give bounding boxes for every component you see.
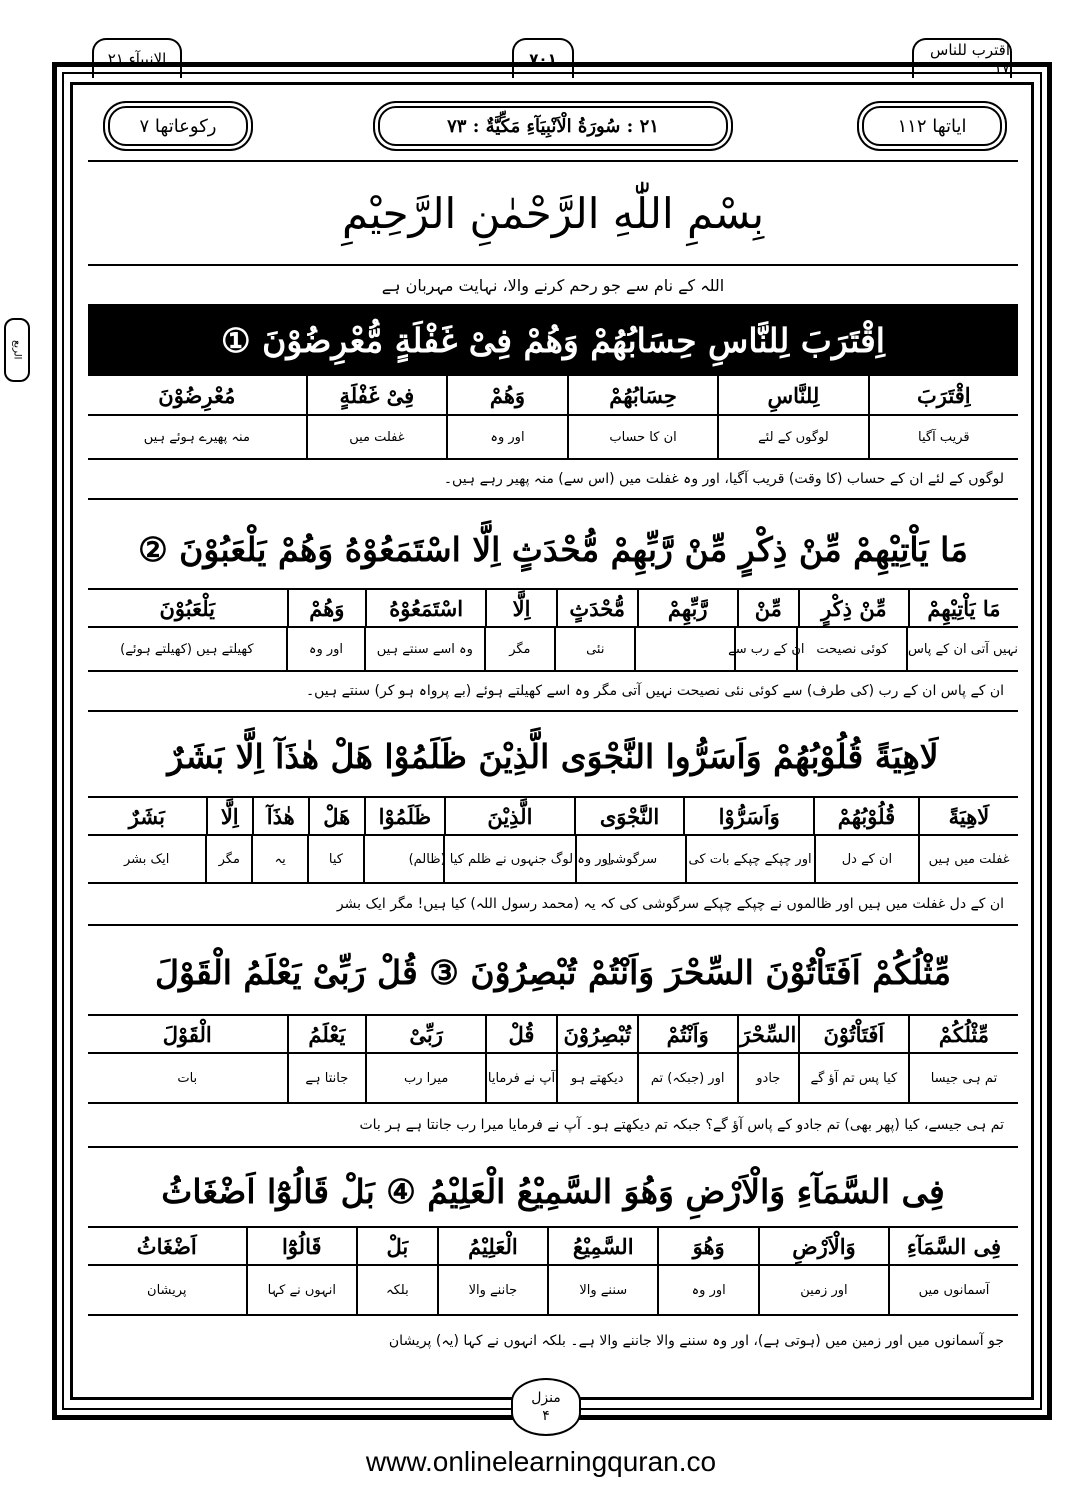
ruku-count: رکوعاتها ۷ bbox=[108, 106, 248, 146]
meaning-cell: اور زمین bbox=[758, 1266, 888, 1314]
verse-translation: ان کے دل غفلت میں ہیں اور ظالموں نے چپکے چپکے سرگوشی کی کہ یہ (محمد رسول اللہ) کیا ہیں! مگر ایک بشر bbox=[88, 884, 1018, 926]
manzil-marker: منزل ۴ bbox=[511, 1378, 581, 1436]
verse-translation: ان کے پاس ان کے رب (کی طرف) سے کوئی نئی نصیحت نہیں آتی مگر وہ اسے کھیلتے ہوئے (بے پرواہ ہو کر) سنتے ہیں۔ bbox=[88, 672, 1018, 712]
word-cell: اَضْغَاثُ bbox=[136, 1233, 197, 1259]
meaning-cell: اور وہ bbox=[446, 416, 567, 458]
meaning-cell: ان کے رب سے bbox=[734, 628, 796, 670]
meaning-cell: ان کا حساب bbox=[567, 416, 717, 458]
meaning-cell: جانتا ہے bbox=[287, 1054, 366, 1102]
word-row bbox=[88, 798, 1018, 836]
meaning-row bbox=[88, 1054, 1018, 1104]
word-cell: الْقَوْلَ bbox=[162, 1021, 212, 1047]
page-number-tab: ۷۰۱ bbox=[512, 38, 574, 78]
word-cell: النَّجْوَی bbox=[574, 798, 684, 834]
word-cell: اِقْتَرَبَ bbox=[868, 376, 1018, 414]
word-cell: وَالْاَرْضِ bbox=[758, 1228, 888, 1264]
word-cell: اِلَّا bbox=[206, 798, 252, 834]
verse-arabic: اِقْتَرَبَ لِلنَّاسِ حِسَابُهُمْ وَهُمْ فِیْ غَفْلَةٍ مُّعْرِضُوْنَ ① bbox=[88, 306, 1018, 376]
word-cell: رَّبِّهِمْ bbox=[637, 590, 737, 626]
word-cell: مَا یَاْتِیْهِمْ bbox=[908, 590, 1018, 626]
word-cell: ظَلَمُوْا bbox=[364, 798, 444, 834]
word-cell: بَشَرٌ bbox=[128, 803, 165, 829]
word-cell: الْعَلِیْمُ bbox=[437, 1228, 547, 1264]
word-cell: یَلْعَبُوْنَ bbox=[159, 595, 216, 621]
word-cell: هٰذَآ bbox=[252, 798, 308, 834]
word-row bbox=[88, 1016, 1018, 1054]
word-row bbox=[88, 590, 1018, 628]
bismillah-arabic: بِسْمِ اللّٰهِ الرَّحْمٰنِ الرَّحِیْمِ bbox=[88, 162, 1018, 266]
hizb-marker: الربع bbox=[4, 318, 30, 382]
meaning-cell: سننے والا bbox=[547, 1266, 657, 1314]
word-row bbox=[88, 1228, 1018, 1266]
word-cell: الَّذِیْنَ bbox=[444, 798, 573, 834]
meaning-cell: مگر bbox=[205, 836, 251, 882]
meaning-cell: نہیں آتی ان کے پاس bbox=[906, 628, 1018, 670]
word-cell: اَفَتَاْتُوْنَ bbox=[798, 1016, 908, 1052]
meaning-cell: ان کے دل bbox=[814, 836, 919, 882]
meaning-cell: غفلت میں ہیں bbox=[918, 836, 1018, 882]
meaning-cell: بات bbox=[177, 1070, 198, 1086]
word-cell: رَبِّیْ bbox=[365, 1016, 485, 1052]
word-cell: فِیْ غَفْلَةٍ bbox=[306, 376, 447, 414]
surah-title-row bbox=[88, 94, 1018, 162]
word-cell: قَالُوْٓا bbox=[246, 1228, 356, 1264]
surah-name: ۲۱ : سُورَةُ الْاَنْبِیَآءِ مَكِّیَّةٌ : ۷۳ bbox=[378, 106, 728, 146]
meaning-cell: کھیلتے ہیں (کھیلتے ہوئے) bbox=[120, 641, 254, 657]
word-cell: قُلُوْبُهُمْ bbox=[813, 798, 918, 834]
meaning-cell: کوئی نصیحت bbox=[796, 628, 906, 670]
meaning-cell: لوگوں کے لئے bbox=[717, 416, 867, 458]
word-row bbox=[88, 376, 1018, 416]
word-cell: وَهُوَ bbox=[657, 1228, 758, 1264]
meaning-cell: سرگوشی bbox=[575, 836, 685, 882]
meaning-cell: اور وہ bbox=[286, 628, 364, 670]
meaning-cell: اور چپکے چپکے بات کی bbox=[685, 836, 814, 882]
meaning-cell: دیکھتے ہو bbox=[556, 1054, 637, 1102]
word-cell: تُبْصِرُوْنَ bbox=[556, 1016, 637, 1052]
word-cell: لِلنَّاسِ bbox=[717, 376, 867, 414]
meaning-cell: نئی bbox=[554, 628, 634, 670]
meaning-cell: بلکہ bbox=[356, 1266, 437, 1314]
meaning-cell: انہوں نے کہا bbox=[246, 1266, 356, 1314]
verse-arabic: مِّثْلُكُمْ اَفَتَاْتُوْنَ السِّحْرَ وَاَنْتُمْ تُبْصِرُوْنَ ③ قُلْ رَبِّیْ یَعْلَمُ الْقَوْلَ bbox=[88, 930, 1018, 1016]
word-cell: قُلْ bbox=[485, 1016, 556, 1052]
meaning-cell: غفلت میں bbox=[306, 416, 447, 458]
word-cell: وَاَنْتُمْ bbox=[637, 1016, 737, 1052]
meaning-row bbox=[88, 1266, 1018, 1316]
word-cell: وَاَسَرُّوْا bbox=[683, 798, 812, 834]
meaning-cell: جاننے والا bbox=[437, 1266, 547, 1314]
meaning-cell: اور (جبکہ) تم bbox=[637, 1054, 737, 1102]
word-cell: مِّنْ bbox=[737, 590, 798, 626]
word-cell: بَلْ bbox=[356, 1228, 437, 1264]
meaning-cell: مگر bbox=[484, 628, 555, 670]
meaning-cell: اور وہ bbox=[657, 1266, 758, 1314]
meaning-cell: کیا bbox=[307, 836, 363, 882]
meaning-cell: پریشان bbox=[147, 1282, 187, 1298]
meaning-cell: یہ bbox=[251, 836, 307, 882]
word-cell: هَلْ bbox=[308, 798, 364, 834]
meaning-cell bbox=[634, 628, 734, 670]
meaning-cell: کیا پس تم آؤ گے bbox=[798, 1054, 908, 1102]
meaning-cell bbox=[363, 836, 443, 882]
word-cell: حِسَابُهُمْ bbox=[567, 376, 717, 414]
verse-translation: جو آسمانوں میں اور زمین میں (ہوتی ہے)، اور وہ سننے والا جاننے والا ہے۔ بلکہ انہوں نے کہا (یہ) پریشان bbox=[388, 1333, 1004, 1349]
word-cell: مِّثْلُكُمْ bbox=[908, 1016, 1018, 1052]
verse-translation: لوگوں کے لئے ان کے حساب (کا وقت) قریب آگیا، اور وہ غفلت میں (اس سے) منہ پھیر رہے ہیں۔ bbox=[88, 460, 1018, 500]
meaning-row bbox=[88, 416, 1018, 460]
meaning-cell: میرا رب bbox=[365, 1054, 485, 1102]
word-cell: مُّحْدَثٍ bbox=[556, 590, 637, 626]
meaning-cell: آپ نے فرمایا bbox=[485, 1054, 556, 1102]
meaning-cell: اور وہ لوگ جنہوں نے ظلم کیا (ظالم) bbox=[443, 836, 575, 882]
verse-arabic: مَا یَاْتِیْهِمْ مِّنْ ذِكْرٍ مِّنْ رَّبِّهِمْ مُّحْدَثٍ اِلَّا اسْتَمَعُوْهُ وَهُمْ یَلْعَبُوْنَ ② bbox=[88, 510, 1018, 590]
meaning-cell: وہ اسے سنتے ہیں bbox=[364, 628, 483, 670]
meaning-cell: منہ پھیرے ہوئے ہیں bbox=[143, 429, 250, 445]
word-cell: اسْتَمَعُوْهُ bbox=[365, 590, 485, 626]
meaning-row bbox=[88, 628, 1018, 672]
meaning-cell: آسمانوں میں bbox=[888, 1266, 1018, 1314]
juz-header-tab: اقترب للناس ۱۷ bbox=[912, 38, 1012, 78]
meaning-cell: تم ہی جیسا bbox=[908, 1054, 1018, 1102]
bismillah-translation: اللہ کے نام سے جو رحم کرنے والا، نہایت مہربان ہے bbox=[88, 266, 1018, 306]
word-cell: فِی السَّمَآءِ bbox=[888, 1228, 1018, 1264]
verse-arabic: فِی السَّمَآءِ وَالْاَرْضِ وَهُوَ السَّمِیْعُ الْعَلِیْمُ ④ بَلْ قَالُوْٓا اَضْغَاثُ bbox=[88, 1156, 1018, 1228]
word-cell: وَهُمْ bbox=[287, 590, 366, 626]
meaning-cell: ایک بشر bbox=[123, 851, 170, 867]
word-cell: مِّنْ ذِكْرٍ bbox=[798, 590, 908, 626]
word-cell: مُعْرِضُوْنَ bbox=[158, 382, 236, 408]
word-cell: یَعْلَمُ bbox=[287, 1016, 366, 1052]
word-cell: اِلَّا bbox=[485, 590, 556, 626]
word-cell: السِّحْرَ bbox=[737, 1016, 798, 1052]
website-url: www.onlinelearningquran.co bbox=[365, 1446, 717, 1477]
word-cell: وَهُمْ bbox=[446, 376, 567, 414]
surah-header-tab: الانبیآء ۲۱ bbox=[92, 38, 182, 78]
meaning-row bbox=[88, 836, 1018, 884]
ayat-count: ایاتها ۱۱۲ bbox=[862, 106, 1002, 146]
word-cell: لَاهِیَةً bbox=[918, 798, 1018, 834]
verse-arabic: لَاهِیَةً قُلُوْبُهُمْ وَاَسَرُّوا النَّجْوَی الَّذِیْنَ ظَلَمُوْا هَلْ هٰذَآ اِلَّا بَشَرٌ bbox=[88, 716, 1018, 798]
verse-translation: تم ہی جیسے، کیا (پھر بھی) تم جادو کے پاس آؤ گے؟ جبکہ تم دیکھتے ہو۔ آپ نے فرمایا میرا رب جانتا ہے ہر بات bbox=[88, 1104, 1018, 1148]
word-cell: السَّمِیْعُ bbox=[547, 1228, 657, 1264]
meaning-cell: جادو bbox=[737, 1054, 798, 1102]
meaning-cell: قریب آگیا bbox=[868, 416, 1018, 458]
